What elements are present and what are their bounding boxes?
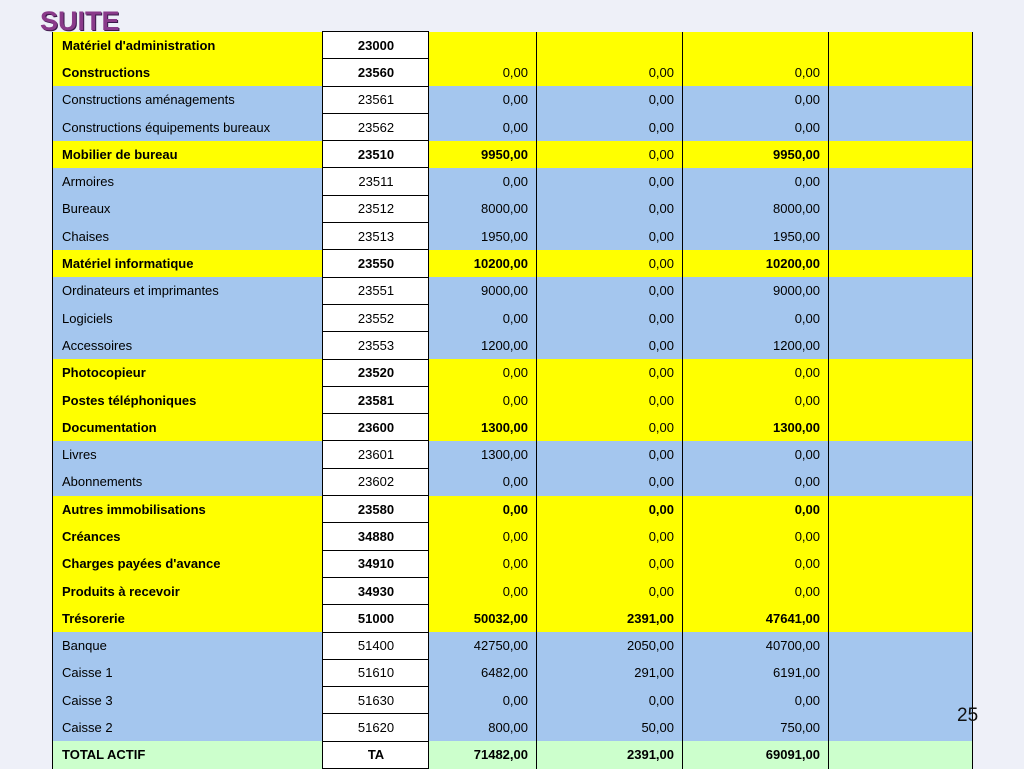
amount-cell: 0,00 <box>683 496 829 523</box>
empty-cell <box>829 523 973 550</box>
account-code: 23551 <box>323 277 429 304</box>
ledger-body <box>53 32 973 769</box>
empty-cell <box>829 86 973 113</box>
amount-cell: 0,00 <box>683 113 829 140</box>
account-label: Créances <box>53 523 323 550</box>
amount-cell: 0,00 <box>683 59 829 86</box>
amount-cell: 0,00 <box>537 441 683 468</box>
amount-cell: 800,00 <box>429 714 537 741</box>
account-label: Photocopieur <box>53 359 323 386</box>
table-row <box>53 577 973 604</box>
account-code: 23552 <box>323 304 429 331</box>
amount-cell: 0,00 <box>683 386 829 413</box>
amount-cell: 0,00 <box>429 577 537 604</box>
ledger-table <box>52 31 973 769</box>
amount-cell: 0,00 <box>537 687 683 714</box>
amount-cell: 0,00 <box>429 496 537 523</box>
account-code: 34910 <box>323 550 429 577</box>
account-label: Autres immobilisations <box>53 496 323 523</box>
amount-cell: 750,00 <box>683 714 829 741</box>
amount-cell: 0,00 <box>683 359 829 386</box>
amount-cell: 0,00 <box>537 223 683 250</box>
account-code: 34880 <box>323 523 429 550</box>
account-label: Constructions équipements bureaux <box>53 113 323 140</box>
amount-cell: 6482,00 <box>429 659 537 686</box>
amount-cell: 9000,00 <box>429 277 537 304</box>
amount-cell: 0,00 <box>537 496 683 523</box>
account-code: 51400 <box>323 632 429 659</box>
empty-cell <box>829 59 973 86</box>
table-row <box>53 141 973 168</box>
account-label: Charges payées d'avance <box>53 550 323 577</box>
amount-cell: 69091,00 <box>683 741 829 768</box>
amount-cell: 9000,00 <box>683 277 829 304</box>
table-row <box>53 605 973 632</box>
amount-cell: 1950,00 <box>683 223 829 250</box>
empty-cell <box>829 250 973 277</box>
account-code: 23602 <box>323 468 429 495</box>
account-code: 23561 <box>323 86 429 113</box>
empty-cell <box>829 714 973 741</box>
account-code: 23600 <box>323 414 429 441</box>
page-number: 25 <box>957 705 979 726</box>
account-code: 51620 <box>323 714 429 741</box>
empty-cell <box>829 277 973 304</box>
empty-cell <box>829 168 973 195</box>
amount-cell: 1200,00 <box>429 332 537 359</box>
table-row <box>53 113 973 140</box>
amount-cell: 10200,00 <box>429 250 537 277</box>
account-code: 23581 <box>323 386 429 413</box>
account-code: 23513 <box>323 223 429 250</box>
amount-cell: 291,00 <box>537 659 683 686</box>
amount-cell: 2391,00 <box>537 605 683 632</box>
amount-cell: 0,00 <box>683 577 829 604</box>
amount-cell <box>683 32 829 59</box>
empty-cell <box>829 223 973 250</box>
amount-cell: 0,00 <box>537 86 683 113</box>
empty-cell <box>829 441 973 468</box>
account-label: Accessoires <box>53 332 323 359</box>
account-label: Constructions <box>53 59 323 86</box>
amount-cell <box>429 32 537 59</box>
amount-cell: 1300,00 <box>429 414 537 441</box>
amount-cell: 1300,00 <box>683 414 829 441</box>
account-label: Mobilier de bureau <box>53 141 323 168</box>
account-label: Caisse 2 <box>53 714 323 741</box>
amount-cell: 47641,00 <box>683 605 829 632</box>
account-label: Trésorerie <box>53 605 323 632</box>
empty-cell <box>829 605 973 632</box>
amount-cell: 0,00 <box>429 113 537 140</box>
account-label: Caisse 3 <box>53 687 323 714</box>
account-label: Armoires <box>53 168 323 195</box>
amount-cell: 0,00 <box>537 386 683 413</box>
empty-cell <box>829 304 973 331</box>
amount-cell: 0,00 <box>429 523 537 550</box>
empty-cell <box>829 632 973 659</box>
amount-cell: 0,00 <box>537 250 683 277</box>
account-code: 23000 <box>323 32 429 59</box>
amount-cell: 0,00 <box>683 550 829 577</box>
amount-cell: 2391,00 <box>537 741 683 768</box>
empty-cell <box>829 32 973 59</box>
empty-cell <box>829 386 973 413</box>
empty-cell <box>829 577 973 604</box>
account-label: Produits à recevoir <box>53 577 323 604</box>
amount-cell: 0,00 <box>429 86 537 113</box>
amount-cell: 0,00 <box>429 359 537 386</box>
account-label: Matériel informatique <box>53 250 323 277</box>
amount-cell: 40700,00 <box>683 632 829 659</box>
table-row <box>53 304 973 331</box>
amount-cell: 0,00 <box>683 468 829 495</box>
account-label: Constructions aménagements <box>53 86 323 113</box>
account-label: Logiciels <box>53 304 323 331</box>
table-row <box>53 332 973 359</box>
amount-cell: 0,00 <box>537 468 683 495</box>
amount-cell: 0,00 <box>683 441 829 468</box>
amount-cell: 1950,00 <box>429 223 537 250</box>
amount-cell: 71482,00 <box>429 741 537 768</box>
table-row <box>53 441 973 468</box>
empty-cell <box>829 687 973 714</box>
account-code: 23511 <box>323 168 429 195</box>
account-code: 51610 <box>323 659 429 686</box>
account-code: 23553 <box>323 332 429 359</box>
amount-cell: 42750,00 <box>429 632 537 659</box>
table-row <box>53 168 973 195</box>
amount-cell: 0,00 <box>429 687 537 714</box>
table-row <box>53 468 973 495</box>
account-label: Bureaux <box>53 195 323 222</box>
amount-cell: 0,00 <box>683 168 829 195</box>
amount-cell: 10200,00 <box>683 250 829 277</box>
empty-cell <box>829 332 973 359</box>
empty-cell <box>829 359 973 386</box>
account-code: TA <box>323 741 429 768</box>
amount-cell: 2050,00 <box>537 632 683 659</box>
amount-cell: 0,00 <box>537 332 683 359</box>
account-code: 23520 <box>323 359 429 386</box>
table-row <box>53 687 973 714</box>
amount-cell: 0,00 <box>537 414 683 441</box>
amount-cell: 0,00 <box>683 523 829 550</box>
amount-cell: 0,00 <box>683 86 829 113</box>
amount-cell: 50,00 <box>537 714 683 741</box>
amount-cell: 0,00 <box>429 59 537 86</box>
table-row <box>53 523 973 550</box>
account-code: 51630 <box>323 687 429 714</box>
table-row <box>53 59 973 86</box>
account-code: 34930 <box>323 577 429 604</box>
slide-title: SUITE <box>40 6 120 36</box>
amount-cell: 0,00 <box>429 168 537 195</box>
amount-cell: 1200,00 <box>683 332 829 359</box>
table-row <box>53 250 973 277</box>
amount-cell: 0,00 <box>537 550 683 577</box>
table-row <box>53 414 973 441</box>
amount-cell: 0,00 <box>429 304 537 331</box>
account-code: 23510 <box>323 141 429 168</box>
amount-cell: 0,00 <box>537 304 683 331</box>
amount-cell: 0,00 <box>429 468 537 495</box>
empty-cell <box>829 741 973 768</box>
amount-cell: 0,00 <box>429 550 537 577</box>
amount-cell: 0,00 <box>537 168 683 195</box>
amount-cell: 8000,00 <box>429 195 537 222</box>
amount-cell: 0,00 <box>429 386 537 413</box>
table-row <box>53 86 973 113</box>
amount-cell: 0,00 <box>537 59 683 86</box>
amount-cell: 0,00 <box>537 277 683 304</box>
amount-cell: 0,00 <box>537 113 683 140</box>
amount-cell: 0,00 <box>537 195 683 222</box>
account-code: 23560 <box>323 59 429 86</box>
account-code: 23562 <box>323 113 429 140</box>
amount-cell: 0,00 <box>537 141 683 168</box>
account-code: 23580 <box>323 496 429 523</box>
account-label: Documentation <box>53 414 323 441</box>
empty-cell <box>829 141 973 168</box>
table-row <box>53 223 973 250</box>
amount-cell: 0,00 <box>683 687 829 714</box>
amount-cell: 0,00 <box>537 577 683 604</box>
amount-cell: 8000,00 <box>683 195 829 222</box>
amount-cell: 0,00 <box>537 359 683 386</box>
account-code: 51000 <box>323 605 429 632</box>
table-row <box>53 277 973 304</box>
amount-cell: 0,00 <box>537 523 683 550</box>
account-label: Chaises <box>53 223 323 250</box>
amount-cell: 9950,00 <box>683 141 829 168</box>
amount-cell: 1300,00 <box>429 441 537 468</box>
table-row <box>53 195 973 222</box>
empty-cell <box>829 414 973 441</box>
empty-cell <box>829 550 973 577</box>
account-label: Caisse 1 <box>53 659 323 686</box>
account-code: 23512 <box>323 195 429 222</box>
empty-cell <box>829 468 973 495</box>
empty-cell <box>829 659 973 686</box>
account-code: 23550 <box>323 250 429 277</box>
amount-cell: 50032,00 <box>429 605 537 632</box>
account-label: TOTAL ACTIF <box>53 741 323 768</box>
account-label: Banque <box>53 632 323 659</box>
amount-cell <box>537 32 683 59</box>
account-label: Postes téléphoniques <box>53 386 323 413</box>
table-row <box>53 386 973 413</box>
account-label: Ordinateurs et imprimantes <box>53 277 323 304</box>
table-row <box>53 714 973 741</box>
table-row <box>53 550 973 577</box>
amount-cell: 6191,00 <box>683 659 829 686</box>
table-row <box>53 496 973 523</box>
table-row <box>53 359 973 386</box>
empty-cell <box>829 496 973 523</box>
empty-cell <box>829 195 973 222</box>
table-row <box>53 741 973 768</box>
table-row <box>53 32 973 59</box>
account-label: Matériel d'administration <box>53 32 323 59</box>
account-code: 23601 <box>323 441 429 468</box>
empty-cell <box>829 113 973 140</box>
account-label: Abonnements <box>53 468 323 495</box>
account-label: Livres <box>53 441 323 468</box>
amount-cell: 0,00 <box>683 304 829 331</box>
table-row <box>53 659 973 686</box>
amount-cell: 9950,00 <box>429 141 537 168</box>
table-row <box>53 632 973 659</box>
